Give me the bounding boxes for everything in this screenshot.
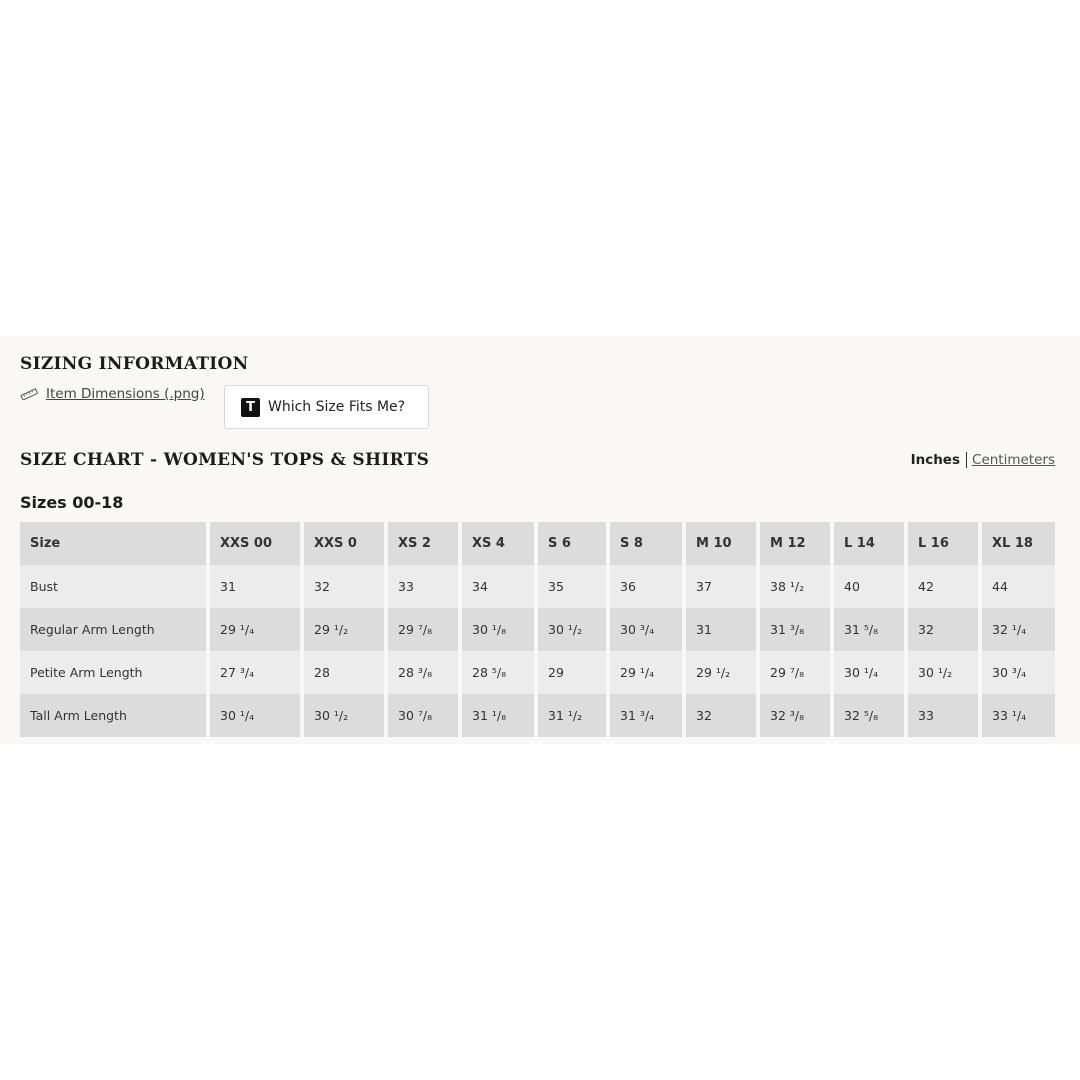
table-cell: 33 ¹/₄	[982, 694, 1055, 737]
table-cell: 31 ³/₈	[760, 608, 830, 651]
table-cell: 32 ³/₈	[760, 694, 830, 737]
fit-button-label: Which Size Fits Me?	[268, 399, 406, 415]
column-header: XXS 00	[210, 522, 300, 565]
table-cell: 32	[908, 608, 978, 651]
which-size-fits-me-button[interactable]	[224, 385, 429, 429]
row-label: Tall Arm Length	[20, 694, 206, 737]
table-cell: 32 ¹/₄	[982, 608, 1055, 651]
column-header: XS 4	[462, 522, 534, 565]
table-cell: 30 ¹/₂	[908, 651, 978, 694]
table-cell: 38 ¹/₂	[760, 565, 830, 608]
table-cell: 29 ¹/₄	[210, 608, 300, 651]
table-cell: 30 ⁷/₈	[388, 694, 458, 737]
size-chart-table	[16, 522, 1059, 737]
table-cell: 31 ⁵/₈	[834, 608, 904, 651]
item-dimensions-label[interactable]: Item Dimensions (.png)	[46, 386, 205, 402]
table-row	[20, 694, 1055, 737]
column-header: M 10	[686, 522, 756, 565]
table-cell: 30 ¹/₄	[834, 651, 904, 694]
table-row	[20, 565, 1055, 608]
table-cell: 31	[210, 565, 300, 608]
table-cell: 31 ¹/₈	[462, 694, 534, 737]
table-cell: 32	[304, 565, 384, 608]
table-cell: 30 ¹/₈	[462, 608, 534, 651]
table-cell: 28	[304, 651, 384, 694]
size-chart-title: SIZE CHART - WOMEN'S TOPS & SHIRTS	[20, 450, 430, 470]
table-cell: 40	[834, 565, 904, 608]
table-row	[20, 651, 1055, 694]
table-cell: 29 ¹/₂	[686, 651, 756, 694]
table-cell: 30 ³/₄	[610, 608, 682, 651]
table-cell: 30 ¹/₂	[538, 608, 606, 651]
row-label: Regular Arm Length	[20, 608, 206, 651]
column-header: XL 18	[982, 522, 1055, 565]
unit-toggle	[911, 452, 1055, 468]
table-cell: 32 ⁵/₈	[834, 694, 904, 737]
table-cell: 34	[462, 565, 534, 608]
table-cell: 28 ⁵/₈	[462, 651, 534, 694]
sizing-panel	[0, 336, 1080, 744]
table-cell: 35	[538, 565, 606, 608]
table-cell: 42	[908, 565, 978, 608]
column-header: Size	[20, 522, 206, 565]
unit-inches[interactable]: Inches	[911, 452, 967, 468]
table-cell: 28 ³/₈	[388, 651, 458, 694]
column-header: XS 2	[388, 522, 458, 565]
column-header: M 12	[760, 522, 830, 565]
column-header: L 16	[908, 522, 978, 565]
table-cell: 29 ⁷/₈	[760, 651, 830, 694]
table-cell: 30 ³/₄	[982, 651, 1055, 694]
table-cell: 31	[686, 608, 756, 651]
column-header: S 8	[610, 522, 682, 565]
table-cell: 29 ⁷/₈	[388, 608, 458, 651]
unit-centimeters[interactable]: Centimeters	[972, 452, 1055, 468]
table-row	[20, 608, 1055, 651]
table-cell: 29 ¹/₂	[304, 608, 384, 651]
table-cell: 29 ¹/₄	[610, 651, 682, 694]
row-label: Bust	[20, 565, 206, 608]
table-cell: 30 ¹/₄	[210, 694, 300, 737]
header-row	[20, 522, 1055, 565]
table-cell: 27 ³/₄	[210, 651, 300, 694]
sizing-title: SIZING INFORMATION	[20, 354, 249, 374]
item-dimensions-link[interactable]	[20, 386, 205, 402]
table-cell: 30 ¹/₂	[304, 694, 384, 737]
table-cell: 31 ¹/₂	[538, 694, 606, 737]
table-cell: 31 ³/₄	[610, 694, 682, 737]
column-header: XXS 0	[304, 522, 384, 565]
ruler-icon	[20, 388, 38, 400]
table-cell: 37	[686, 565, 756, 608]
column-header: S 6	[538, 522, 606, 565]
table-cell: 44	[982, 565, 1055, 608]
table-cell: 32	[686, 694, 756, 737]
sizes-subheading: Sizes 00-18	[20, 493, 124, 512]
table-cell: 36	[610, 565, 682, 608]
table-cell: 33	[388, 565, 458, 608]
table-cell: 33	[908, 694, 978, 737]
column-header: L 14	[834, 522, 904, 565]
t-logo-icon: T	[241, 398, 260, 417]
table-cell: 29	[538, 651, 606, 694]
row-label: Petite Arm Length	[20, 651, 206, 694]
